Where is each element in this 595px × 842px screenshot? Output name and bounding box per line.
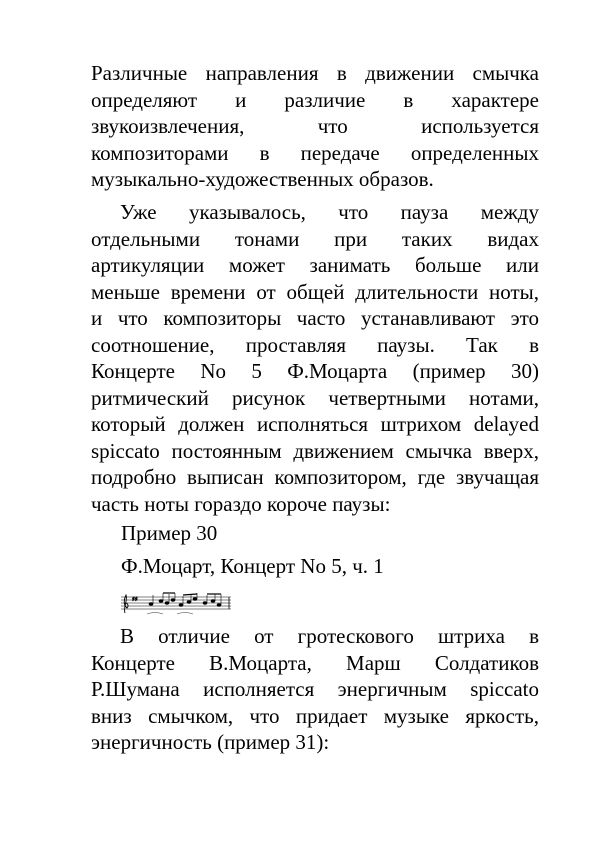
paragraph-line: артикуляции может занимать больше или	[91, 253, 539, 277]
paragraph-line: Концерте В.Моцарта, Марш Солдатиков	[91, 650, 539, 675]
treble-clef-icon	[124, 595, 128, 613]
svg-text:♯♯: ♯♯	[132, 596, 138, 603]
paragraph-line: меньше времени от общей длительности ноты,	[91, 279, 539, 304]
paragraph-line: звукоизвлечения, что используется	[91, 114, 539, 138]
paragraph-line: Концерте No 5 Ф.Моцарта (пример 30)	[91, 359, 539, 383]
paragraph-line: который должен исполняться штрихом delayed	[91, 412, 539, 436]
paragraph-line: ритмический рисунок четвертными нотами,	[91, 385, 539, 410]
paragraph-3	[91, 623, 539, 756]
paragraph-line: Уже указывалось, что пауза между	[120, 200, 539, 224]
paragraph-line: энергичность (пример 31):	[91, 730, 330, 754]
notes	[132, 593, 229, 614]
paragraph-line: Различные направления в движении смычка	[91, 61, 539, 85]
example-caption: Ф.Моцарт, Концерт No 5, ч. 1	[121, 554, 384, 578]
paragraph-line: музыкально-художественных образов.	[91, 167, 434, 191]
paragraph-line: В отличие от гротескового штриха в	[120, 624, 539, 648]
paragraph-line: подробно выписан композитором, где звучащая	[91, 465, 539, 489]
example-label: Пример 30	[121, 521, 218, 545]
paragraph-line: Р.Шумана исполняется энергичным spiccato	[91, 677, 539, 701]
paragraph-line: spiccato постоянным движением смычка вверх,	[91, 438, 539, 463]
paragraph-line: определяют и различие в характере	[91, 87, 539, 112]
paragraph-2	[91, 199, 539, 517]
music-notation-image	[121, 591, 231, 617]
paragraph-line: композиторами в передаче определенных	[91, 140, 539, 165]
paragraph-line: и что композиторы часто устанавливают это	[91, 306, 539, 330]
paragraph-line: отдельными тонами при таких видах	[91, 226, 539, 251]
paragraph-line: часть ноты гораздо короче паузы:	[91, 491, 391, 516]
paragraph-line: вниз смычком, что придает музыке яркость,	[91, 703, 539, 728]
paragraph-1	[91, 60, 539, 193]
paragraph-line: соотношение, проставляя паузы. Так в	[91, 332, 539, 357]
